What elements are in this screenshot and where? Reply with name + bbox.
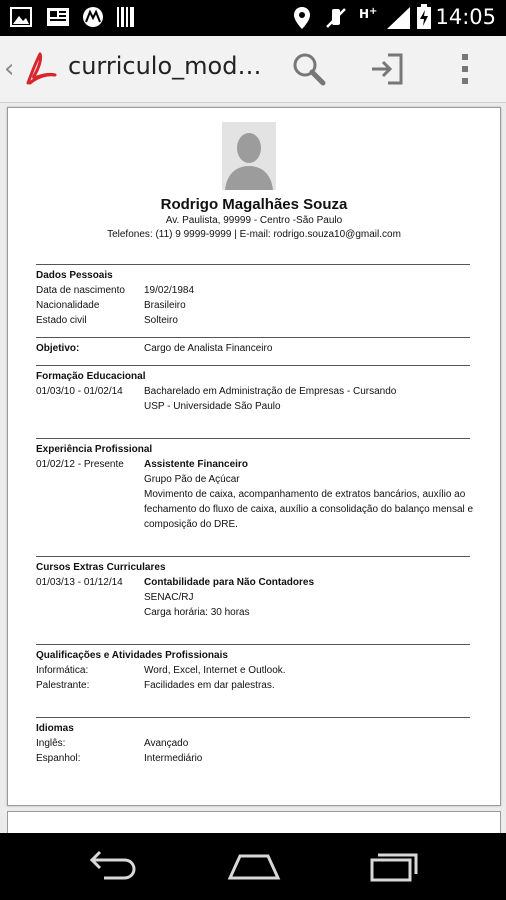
section-divider [36,365,470,366]
field-label: Informática: [36,665,89,676]
document-title: curriculo_mod… [68,52,262,80]
status-bar [0,0,506,36]
image-icon [46,6,70,32]
course-hours: Carga horária: 30 horas [144,607,250,618]
pdf-page[interactable] [7,107,501,806]
field-label: Palestrante: [36,680,90,691]
course-title: Contabilidade para Não Contadores [144,577,315,588]
field-value: Avançado [144,738,189,749]
period: 01/03/10 - 01/02/14 [36,386,123,397]
profile-photo [222,122,276,190]
section-heading: Qualificações e Atividades Profissionais [36,650,228,661]
section-divider [36,438,470,439]
institution: SENAC/RJ [144,592,194,603]
svg-text:+: + [369,6,378,17]
section-heading: Dados Pessoais [36,270,113,281]
field-value: 19/02/1984 [144,285,195,296]
section-divider [36,337,470,338]
field-label: Data de nascimento [36,285,125,296]
objective-label: Objetivo: [36,343,80,354]
field-value: Solteiro [144,315,178,326]
objective-value: Cargo de Analista Financeiro [144,343,273,354]
recent-apps-icon[interactable] [370,850,422,886]
field-value: Facilidades em dar palestras. [144,680,275,691]
resume-name: Rodrigo Magalhães Souza [160,196,348,213]
field-label: Inglês: [36,738,66,749]
school: USP - Universidade São Paulo [144,401,281,412]
field-label: Estado civil [36,315,87,326]
section-heading: Idiomas [36,723,74,734]
section-divider [36,556,470,557]
location-icon [292,6,312,34]
h-plus-icon [358,4,380,30]
job-description: Movimento de caixa, acompanhamento de extratos bancários, auxílio ao fechamento do fluxo de caixa, auxílio a consolidação do balanço mensal e composição do DRE. [144,489,474,530]
status-time: 14:05 [435,5,496,29]
section-heading: Cursos Extras Curriculares [36,562,166,573]
back-chevron-icon[interactable]: ‹ [4,54,15,84]
overflow-menu-icon[interactable] [446,50,484,88]
navigation-bar [0,833,506,900]
home-icon[interactable] [226,850,282,886]
field-value: Intermediário [144,753,203,764]
mute-icon [324,6,348,34]
course: Bacharelado em Administração de Empresas - Cursando [144,386,397,397]
company: Grupo Pão de Açúcar [144,474,240,485]
period: 01/03/13 - 01/12/14 [36,577,123,588]
action-bar [0,36,506,103]
section-divider [36,717,470,718]
adobe-acrobat-icon[interactable] [22,50,60,88]
resume-address: Av. Paulista, 99999 - Centro -São Paulo [165,215,343,226]
section-divider [36,264,470,265]
resume-contact: Telefones: (11) 9 9999-9999 | E-mail: rodrigo.souza10@gmail.com [107,229,401,240]
battery-charging-icon [416,4,432,34]
section-heading: Formação Educacional [36,371,146,382]
gallery-icon [10,6,32,32]
section-heading: Experiência Profissional [36,444,153,455]
field-value: Word, Excel, Internet e Outlook. [144,665,286,676]
back-icon[interactable] [86,850,138,886]
job-role: Assistente Financeiro [144,459,248,470]
svg-text:H: H [359,7,370,21]
section-divider [36,644,470,645]
sign-in-icon[interactable] [368,50,406,88]
motorola-icon [82,6,104,32]
signal-icon [386,6,412,34]
search-icon[interactable] [290,50,328,88]
field-value: Brasileiro [144,300,186,311]
barcode-icon [116,6,136,32]
period: 01/02/12 - Presente [36,459,124,470]
field-label: Nacionalidade [36,300,100,311]
field-label: Espanhol: [36,753,81,764]
